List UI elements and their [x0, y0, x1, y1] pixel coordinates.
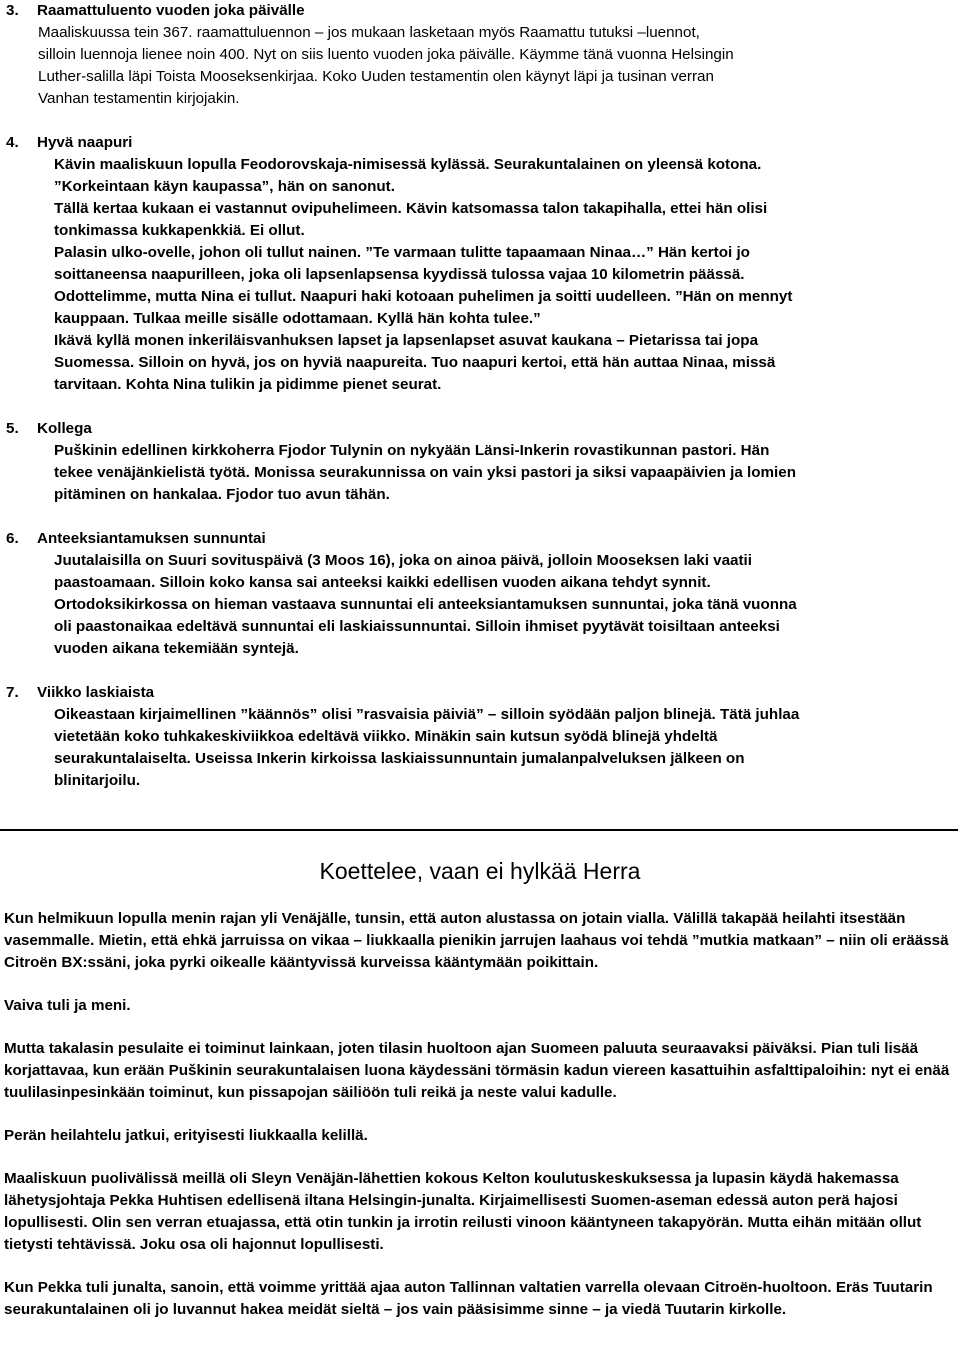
item-number: 3. [6, 2, 19, 19]
body-line: Ortodoksikirkossa on hieman vastaava sunnuntai eli anteeksiantamuksen sunnuntai, joka tänä vuonna [54, 596, 797, 613]
body-line: Oikeastaan kirjaimellinen ”käännös” olisi ”rasvaisia päiviä” – silloin syödään paljon blinejä. Tätä juhlaa [54, 706, 800, 723]
body-line: Suomessa. Silloin on hyvä, jos on hyviä naapureita. Tuo naapuri kertoi, että hän auttaa Ninaa, missä [54, 354, 776, 371]
body-line: Odottelimme, mutta Nina ei tullut. Naapuri haki kotoaan puhelimen ja soitti uudelleen. ”Hän on mennyt [54, 288, 793, 305]
article-paragraph: Perän heilahtelu jatkui, erityisesti liukkaalla kelillä. [4, 1127, 368, 1144]
item-number: 5. [6, 420, 19, 437]
body-line: blinitarjoilu. [54, 772, 141, 789]
item-title: Hyvä naapuri [37, 134, 133, 151]
body-line: tonkimassa kukkapenkkiä. Ei ollut. [54, 222, 305, 239]
body-line: Vanhan testamentin kirjojakin. [38, 90, 240, 107]
body-line: pitäminen on hankalaa. Fjodor tuo avun tähän. [54, 486, 390, 503]
item-title: Kollega [37, 420, 92, 437]
news-item-3 [0, 0, 960, 110]
item-body [54, 550, 934, 660]
body-line: vuoden aikana tekemiään syntejä. [54, 640, 299, 657]
body-line: paastoamaan. Silloin koko kansa sai anteeksi kaikki edellisen vuoden aikana tehdyt synnit. [54, 574, 711, 591]
article-title: Koettelee, vaan ei hylkää Herra [319, 858, 641, 884]
article-body [4, 908, 950, 1342]
body-line: Puškinin edellinen kirkkoherra Fjodor Tulynin on nykyään Länsi-Inkerin rovastikunnan pastori. Hän [54, 442, 770, 459]
item-body [54, 440, 934, 506]
body-line: Palasin ulko-ovelle, johon oli tullut nainen. ”Te varmaan tulitte tapaamaan Ninaa…” Hän kertoi jo [54, 244, 750, 261]
item-number: 6. [6, 530, 19, 547]
item-body [54, 154, 934, 396]
body-line: kauppaan. Tulkaa meille sisälle odottamaan. Kyllä hän kohta tulee.” [54, 310, 541, 327]
body-line: Luther-salilla läpi Toista Mooseksenkirjaa. Koko Uuden testamentin olen käynyt läpi ja tusinan verran [38, 68, 714, 85]
body-line: tekee venäjänkielistä työtä. Monissa seurakunnissa on vain yksi pastori ja siksi vapaapäivien ja lomien [54, 464, 796, 481]
body-line: vietetään koko tuhkakeskiviikkoa edeltävä viikko. Minäkin sain kutsun syödä blinejä yhdeltä [54, 728, 718, 745]
news-item-7 [0, 682, 960, 792]
item-body [54, 704, 934, 792]
article-paragraph: Kun Pekka tuli junalta, sanoin, että voimme yrittää ajaa auton Tallinnan valtatien varrella olevaan Citroën-huoltoon. Eräs Tuutarin seurakuntalainen oli jo luvannut hakea meidät sieltä – jos vain pääsisimme sinne – ja viedä Tuutarin kirkolle. [4, 1279, 933, 1318]
article-paragraph: Vaiva tuli ja meni. [4, 997, 131, 1014]
body-line: Maaliskuussa tein 367. raamattuluennon – jos mukaan lasketaan myös Raamattu tutuksi –luennot, [38, 24, 700, 41]
item-title: Anteeksiantamuksen sunnuntai [37, 530, 266, 547]
body-line: oli paastonaikaa edeltävä sunnuntai eli laskiaissunnuntai. Silloin ihmiset pyytävät toisiltaan anteeksi [54, 618, 780, 635]
news-item-5 [0, 418, 960, 506]
news-item-4 [0, 132, 960, 396]
body-line: silloin luennoja lienee noin 400. Nyt on siis luento vuoden joka päivälle. Käymme tänä vuonna Helsingin [38, 46, 734, 63]
article-paragraph: Maaliskuun puolivälissä meillä oli Sleyn Venäjän-lähettien kokous Kelton koulutuskeskuksessa ja lupasin käydä hakemassa lähetysjohtaja Pekka Huhtisen edellisenä iltana Helsingin-junalta. Kirjaimellisesti Suomen-aseman edessä auton perä hajosi lopullisesti. Olin sen verran etuajassa, että otin tunkin ja irrotin reilusti vinoon kääntyneen takapyörän. Mutta eihän mitään ollut tietysti tehtävissä. Joku osa oli hajonnut lopullisesti. [4, 1170, 922, 1253]
item-title: Raamattuluento vuoden joka päivälle [37, 2, 305, 19]
section-divider [0, 829, 958, 831]
article-paragraph: Kun helmikuun lopulla menin rajan yli Venäjälle, tunsin, että auton alustassa on jotain vialla. Välillä takapää heilahti itsestään vasemmalle. Mietin, että ehkä jarruissa on vikaa – liukkaalla pienikin jarrujen laahaus voi tehdä ”mutkia matkaan” – niin oli eräässä Citroën BX:ssäni, joka pyrki oikealle kääntyvissä kurveissa kääntymään poikittain. [4, 910, 949, 971]
body-line: Juutalaisilla on Suuri sovituspäivä (3 Moos 16), joka on ainoa päivä, jolloin Mooseksen laki vaatii [54, 552, 752, 569]
body-line: ”Korkeintaan käyn kaupassa”, hän on sanonut. [54, 178, 395, 195]
body-line: Kävin maaliskuun lopulla Feodorovskaja-nimisessä kylässä. Seurakuntalainen on yleensä kotona. [54, 156, 762, 173]
body-line: Ikävä kyllä monen inkeriläisvanhuksen lapset ja lapsenlapset asuvat kaukana – Pietarissa tai jopa [54, 332, 759, 349]
item-number: 4. [6, 134, 19, 151]
body-line: Tällä kertaa kukaan ei vastannut ovipuhelimeen. Kävin katsomassa talon takapihalla, ettei hän olisi [54, 200, 768, 217]
news-item-6 [0, 528, 960, 660]
article-paragraph: Mutta takalasin pesulaite ei toiminut lainkaan, joten tilasin huoltoon ajan Suomeen paluuta seuraavaksi päiväksi. Pian tuli lisää korjattavaa, kun erään Puškinin seurakuntalaisen luona käydessäni törmäsin kadun viereen kasattuihin asfalttipaloihin: nyt ei enää tuulilasinpesinkään toiminut, kun pissapojan säiliöön tuli reikä ja neste valui kadulle. [4, 1040, 950, 1101]
item-number: 7. [6, 684, 19, 701]
body-line: seurakuntalaiselta. Useissa Inkerin kirkoissa laskiaissunnuntain jumalanpalveluksen jälkeen on [54, 750, 745, 767]
item-title: Viikko laskiaista [37, 684, 155, 701]
body-line: soittaneensa naapurilleen, joka oli lapsenlapsensa kyydissä tulossa vajaa 10 kilometrin päässä. [54, 266, 745, 283]
body-line: tarvitaan. Kohta Nina tulikin ja pidimme pienet seurat. [54, 376, 442, 393]
item-body [38, 22, 948, 110]
